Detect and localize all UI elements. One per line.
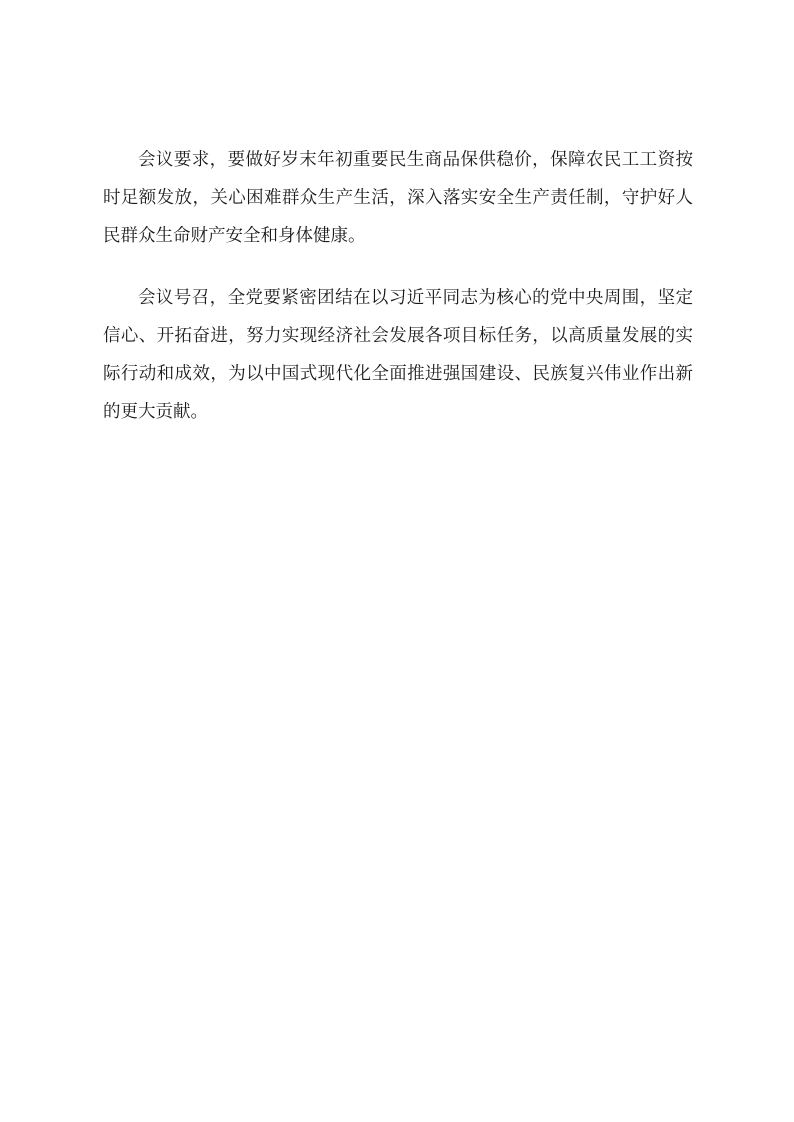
paragraph-meeting-requirements: 会议要求，要做好岁末年初重要民生商品保供稳价，保障农民工工资按时足额发放，关心困难群众生产生活，深入落实安全生产责任制，守护好人民群众生命财产安全和身体健康。 [103, 150, 693, 246]
paragraph-meeting-call: 会议号召，全党要紧密团结在以习近平同志为核心的党中央周围，坚定信心、开拓奋进，努力实现经济社会发展各项目标任务，以高质量发展的实际行动和成效，为以中国式现代化全面推进强国建设、民族复兴伟业作出新的更大贡献。 [103, 288, 693, 422]
document-body [103, 141, 693, 455]
